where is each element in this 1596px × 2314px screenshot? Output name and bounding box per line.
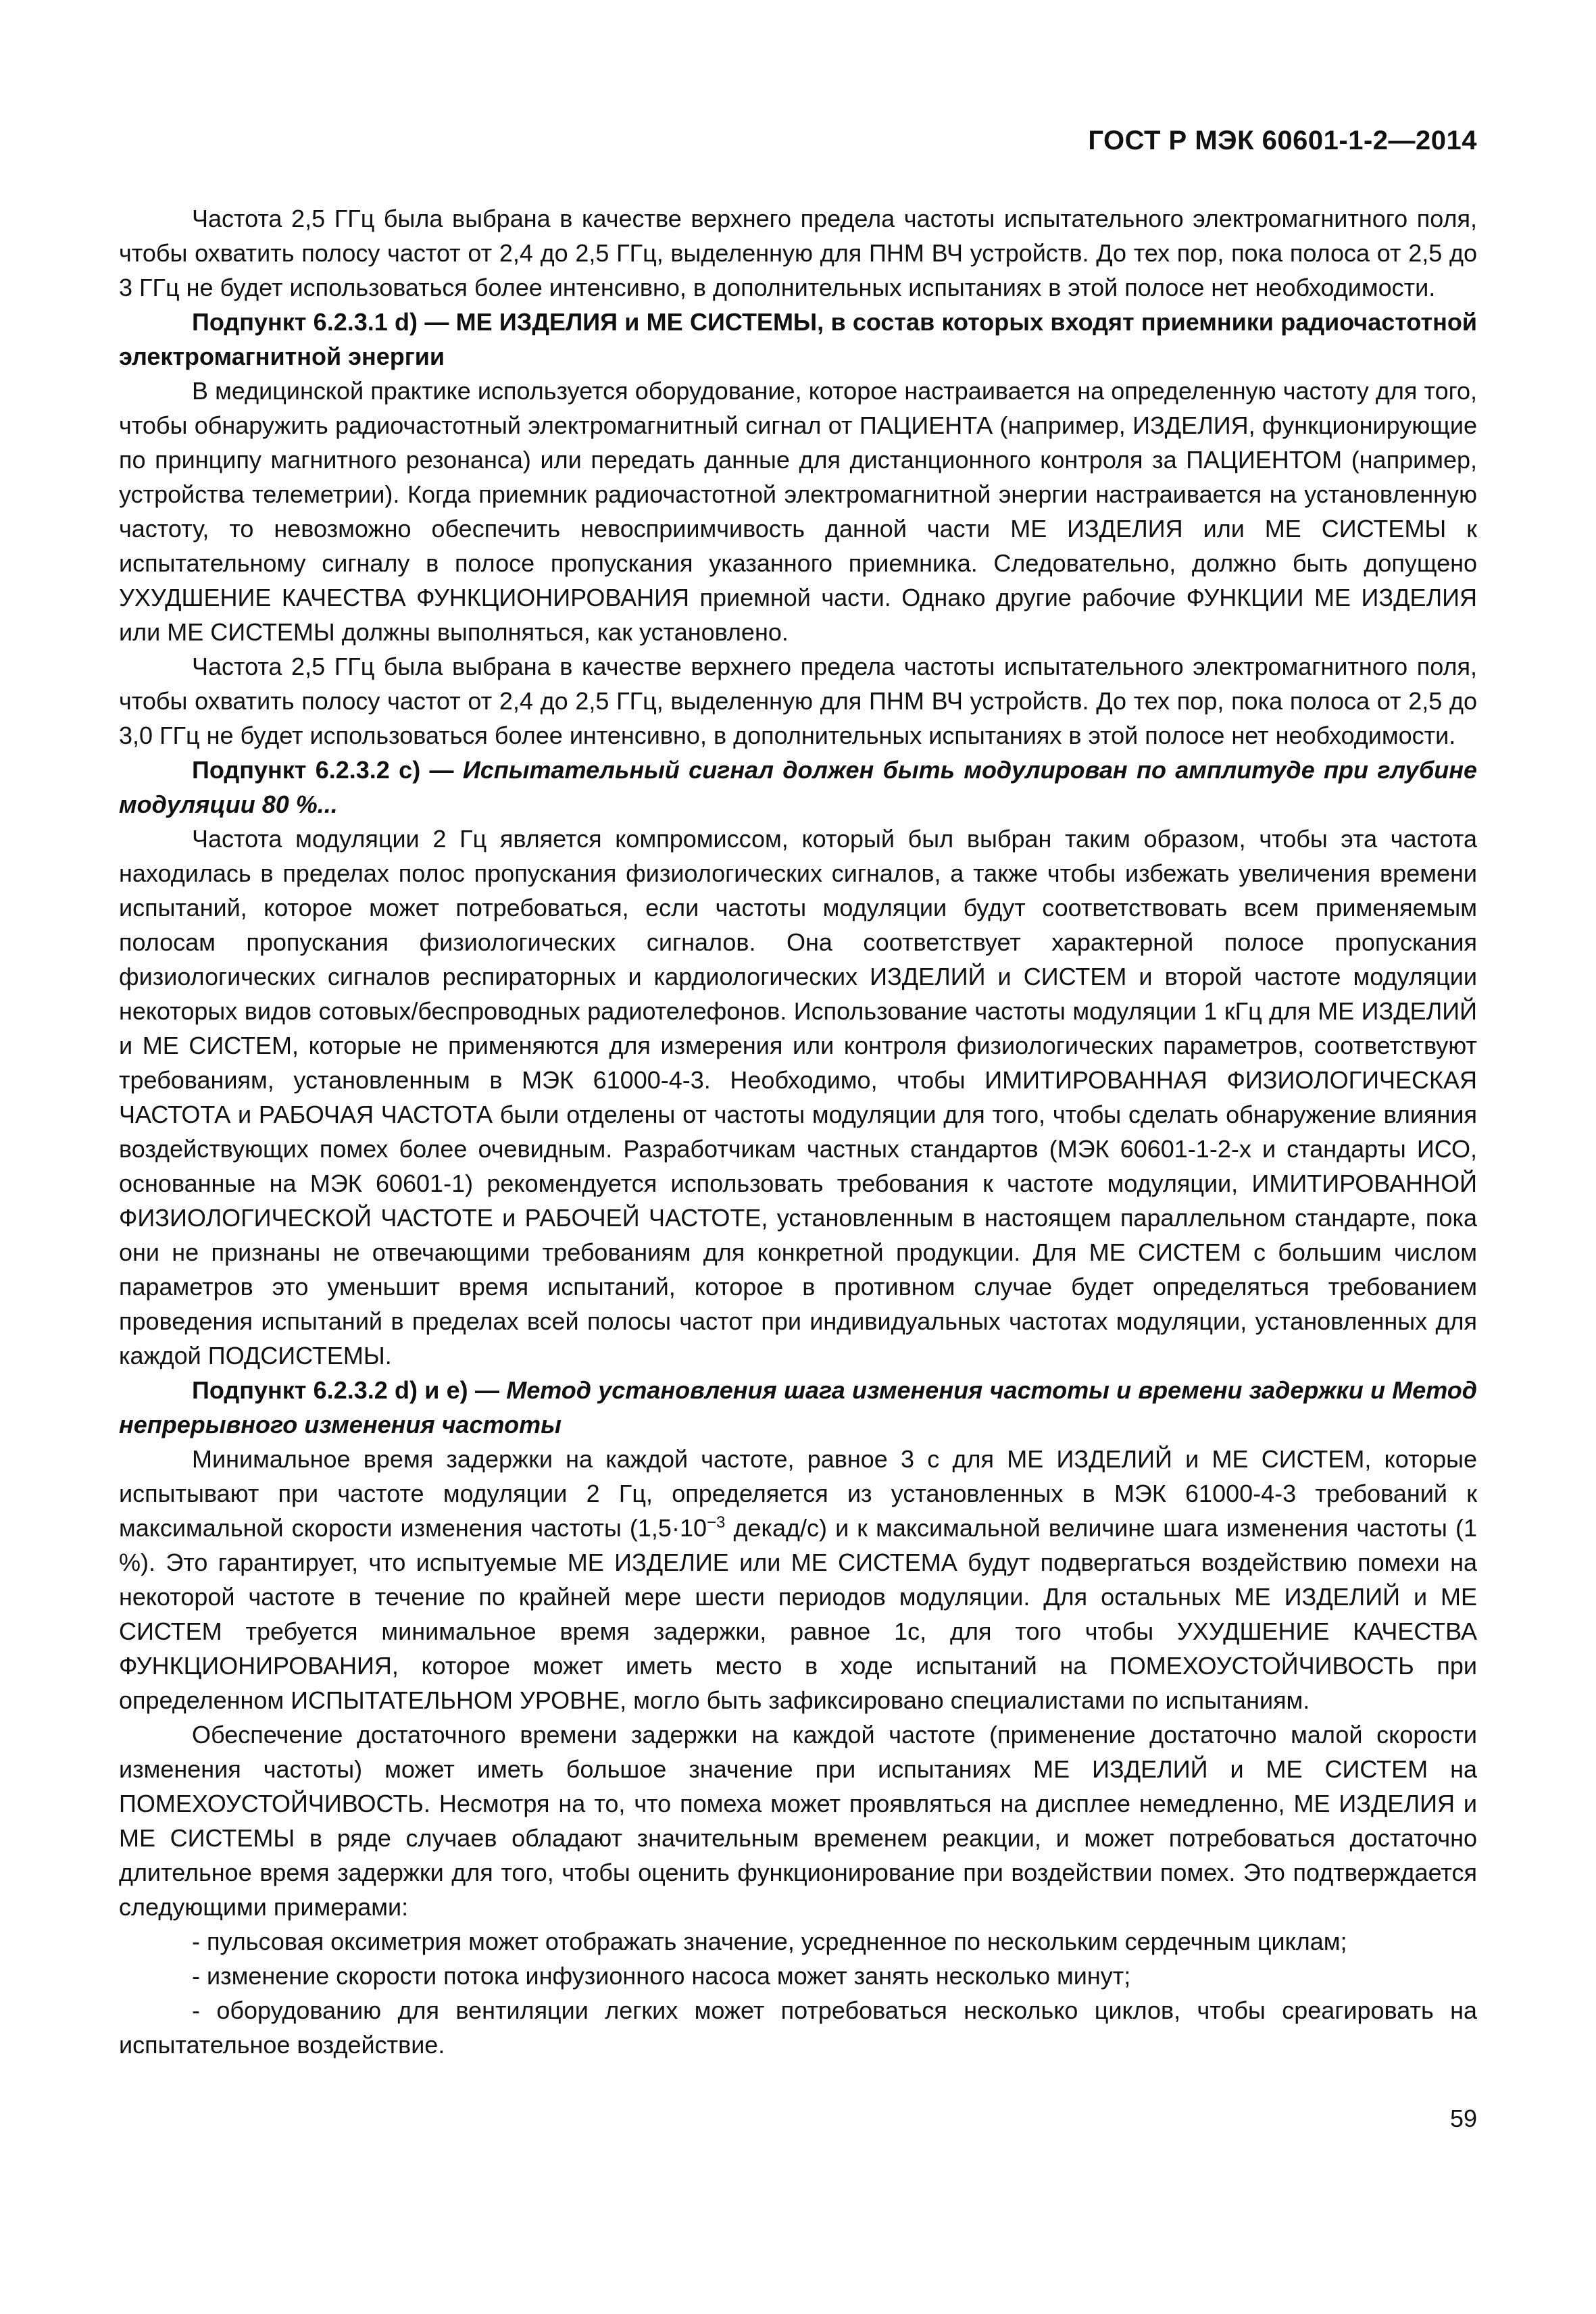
list-item: - пульсовая оксиметрия может отображать значение, усредненное по нескольким сердечным циклам;: [192, 1928, 1347, 1955]
document-body: [119, 201, 1477, 2062]
section-heading-bold: Подпункт 6.2.3.2 d) и е) —: [192, 1376, 507, 1404]
list-item: - оборудованию для вентиляции легких может потребоваться несколько циклов, чтобы среагировать на испытательное воздействие.: [119, 1996, 1477, 2059]
section-heading-bold: Подпункт 6.2.3.2 с) —: [192, 756, 463, 784]
section-heading: [119, 1373, 1477, 1442]
section-heading-italic: Испытательный сигнал должен быть модулирован по амплитуде при глубине модуляции 80 %...: [119, 756, 1478, 818]
paragraph: Частота модуляции 2 Гц является компромиссом, который был выбран таким образом, чтобы эта частота находилась в пределах полос пропускания физиологических сигналов, а также чтобы избежать увеличения времени испытаний, которое может потребоваться, если частоты модуляции будут соответствовать всем применяемым полосам пропускания физиологических сигналов. Она соответствует характерной полосе пропускания физиологических сигналов респираторных и кардиологических ИЗДЕЛИЙ и СИСТЕМ и второй частоте модуляции некоторых видов сотовых/беспроводных радиотелефонов. Использование частоты модуляции 1 кГц для МЕ ИЗДЕЛИЙ и МЕ СИСТЕМ, которые не применяются для измерения или контроля физиологических параметров, соответствуют требованиям, установленным в МЭК 61000-4-3. Необходимо, чтобы ИМИТИРОВАННАЯ ФИЗИОЛОГИЧЕСКАЯ ЧАСТОТА и РАБОЧАЯ ЧАСТОТА были отделены от частоты модуляции для того, чтобы сделать обнаружение влияния воздействующих помех более очевидным. Разработчикам частных стандартов (МЭК 60601-1-2-х и стандарты ИСО, основанные на МЭК 60601-1) рекомендуется использовать требования к частоте модуляции, ИМИТИРОВАННОЙ ФИЗИОЛОГИЧЕСКОЙ ЧАСТОТЕ и РАБОЧЕЙ ЧАСТОТЕ, установленным в настоящем параллельном стандарте, пока они не признаны не отвечающими требованиям для конкретной продукции. Для МЕ СИСТЕМ с большим числом параметров это уменьшит время испытаний, которое в противном случае будет определяться требованием проведения испытаний в пределах всей полосы частот при индивидуальных частотах модуляции, установленных для каждой ПОДСИСТЕМЫ.: [119, 825, 1477, 1369]
paragraph: [119, 1442, 1477, 1717]
section-heading: [119, 753, 1477, 822]
section-heading-bold: Подпункт 6.2.3.1 d) — МЕ ИЗДЕЛИЯ и МЕ СИСТЕМЫ, в состав которых входят приемники радиочастотной электромагнитной энергии: [119, 308, 1477, 370]
paragraph: Обеспечение достаточного времени задержки на каждой частоте (применение достаточно малой скорости изменения частоты) может иметь большое значение при испытаниях МЕ ИЗДЕЛИЙ и МЕ СИСТЕМ на ПОМЕХОУСТОЙЧИВОСТЬ. Несмотря на то, что помеха может проявляться на дисплее немедленно, МЕ ИЗДЕЛИЯ и МЕ СИСТЕМЫ в ряде случаев обладают значительным временем реакции, и может потребоваться достаточно длительное время задержки для того, чтобы оценить функционирование при воздействии помех. Это подтверждается следующими примерами:: [119, 1721, 1477, 1921]
paragraph: Частота 2,5 ГГц была выбрана в качестве верхнего предела частоты испытательного электромагнитного поля, чтобы охватить полосу частот от 2,4 до 2,5 ГГц, выделенную для ПНМ ВЧ устройств. До тех пор, пока полоса от 2,5 до 3 ГГц не будет использоваться более интенсивно, в дополнительных испытаниях в этой полосе нет необходимости.: [119, 205, 1477, 301]
paragraph-text-part: декад/с) и к максимальной величине шага изменения частоты (1 %). Это гарантирует, что испытуемые МЕ ИЗДЕЛИЕ или МЕ СИСТЕМА будут подвергаться воздействию помехи на некоторой частоте в течение по крайней мере шести периодов модуляции. Для остальных МЕ ИЗДЕЛИЙ и МЕ СИСТЕМ требуется минимальное время задержки, равное 1с, для того чтобы УХУДШЕНИЕ КАЧЕСТВА ФУНКЦИОНИРОВАНИЯ, которое может иметь место в ходе испытаний на ПОМЕХОУСТОЙЧИВОСТЬ при определенном ИСПЫТАТЕЛЬНОМ УРОВНЕ, могло быть зафиксировано специалистами по испытаниям.: [119, 1514, 1477, 1714]
page-number: 59: [1449, 2105, 1477, 2132]
exponent: −3: [707, 1513, 726, 1532]
paragraph: Частота 2,5 ГГц была выбрана в качестве верхнего предела частоты испытательного электромагнитного поля, чтобы охватить полосу частот от 2,4 до 2,5 ГГц, выделенную для ПНМ ВЧ устройств. До тех пор, пока полоса от 2,5 до 3,0 ГГц не будет использоваться более интенсивно, в дополнительных испытаниях в этой полосе нет необходимости.: [119, 653, 1477, 749]
section-heading-italic: Метод установления шага изменения частоты и времени задержки и Метод непрерывного изменения частоты: [119, 1376, 1478, 1438]
paragraph-text-part: Минимальное время задержки на каждой частоте, равное 3 с для МЕ ИЗДЕЛИЙ и МЕ СИСТЕМ, которые испытывают при частоте модуляции 2 Гц, определяется из установленных в МЭК 61000-4-3 требований к максимальной скорости изменения частоты (1,5·10: [119, 1445, 1477, 1542]
paragraph: В медицинской практике используется оборудование, которое настраивается на определенную частоту для того, чтобы обнаружить радиочастотный электромагнитный сигнал от ПАЦИЕНТА (например, ИЗДЕЛИЯ, функционирующие по принципу магнитного резонанса) или передать данные для дистанционного контроля за ПАЦИЕНТОМ (например, устройства телеметрии). Когда приемник радиочастотной электромагнитной энергии настраивается на установленную частоту, то невозможно обеспечить невосприимчивость данной части МЕ ИЗДЕЛИЯ или МЕ СИСТЕМЫ к испытательному сигналу в полосе пропускания указанного приемника. Следовательно, должно быть допущено УХУДШЕНИЕ КАЧЕСТВА ФУНКЦИОНИРОВАНИЯ приемной части. Однако другие рабочие ФУНКЦИИ МЕ ИЗДЕЛИЯ или МЕ СИСТЕМЫ должны выполняться, как установлено.: [119, 377, 1477, 646]
section-heading: [119, 305, 1477, 374]
document-code-header: ГОСТ Р МЭК 60601-1-2—2014: [1088, 126, 1477, 155]
list-item: - изменение скорости потока инфузионного насоса может занять несколько минут;: [192, 1962, 1131, 1990]
